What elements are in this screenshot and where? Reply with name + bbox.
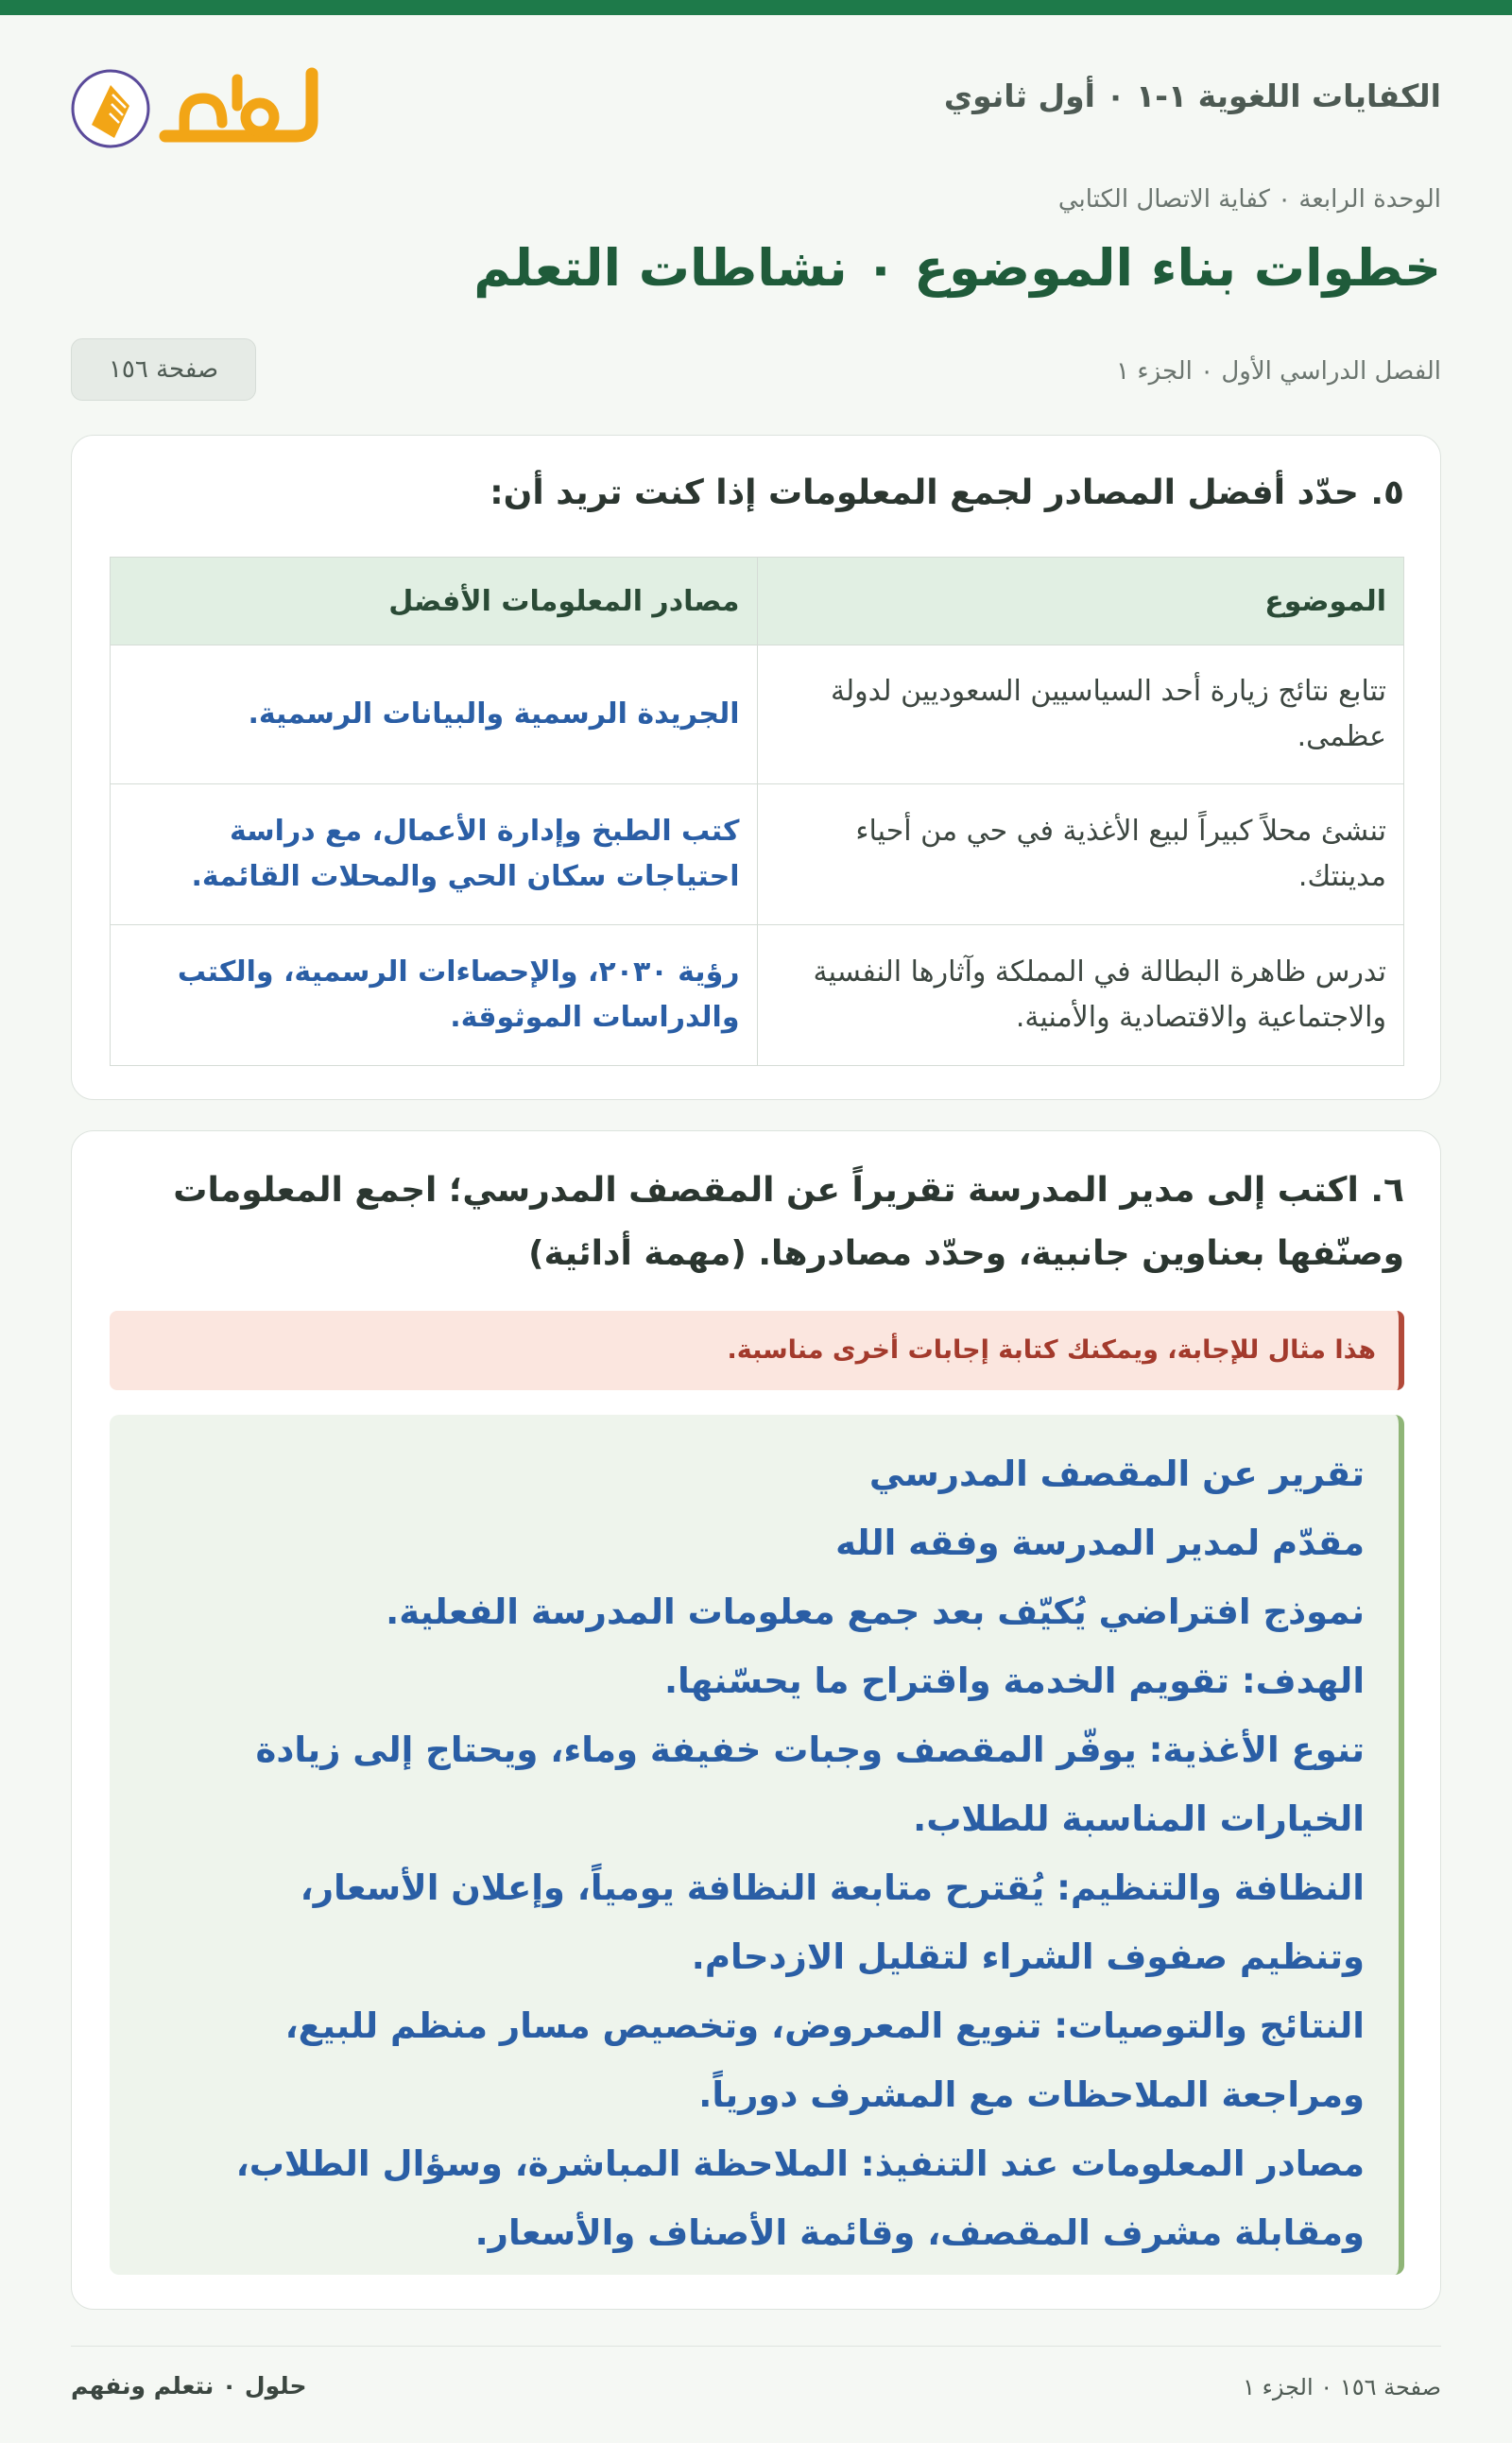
table-row (111, 925, 1404, 1066)
answer-example-note: هذا مثال للإجابة، ويمكنك كتابة إجابات أخرى مناسبة. (110, 1311, 1404, 1390)
term-label: الفصل الدراسي الأول ٠ الجزء ١ (1116, 357, 1441, 386)
answer-cell: الجريدة الرسمية والبيانات الرسمية. (111, 645, 758, 784)
table-header-row (111, 558, 1404, 645)
answer-line: وتنظيم صفوف الشراء لتقليل الازدحام. (691, 1936, 1365, 1977)
answer-line: ومراجعة الملاحظات مع المشرف دورياً. (698, 2074, 1365, 2115)
page-title: خطوات بناء الموضوع ٠ نشاطات التعلم (473, 238, 1441, 298)
answer-line: نموذج افتراضي يُكيّف بعد جمع معلومات المدرسة الفعلية. (386, 1591, 1365, 1632)
answer-cell: كتب الطبخ وإدارة الأعمال، مع دراسة احتياجات سكان الحي والمحلات القائمة. (111, 784, 758, 925)
table-row (111, 645, 1404, 784)
sources-table (110, 557, 1404, 1066)
unit-breadcrumb: الوحدة الرابعة ٠ كفاية الاتصال الكتابي (1057, 185, 1441, 214)
table-row (111, 784, 1404, 925)
answer-line: تقرير عن المقصف المدرسي (868, 1454, 1365, 1494)
column-header-sources: مصادر المعلومات الأفضل (111, 558, 758, 645)
question-5-card (71, 435, 1441, 1100)
answer-line: النتائج والتوصيات: تنويع المعروض، وتخصيص مسار منظم للبيع، (284, 2005, 1365, 2046)
answer-line: مقدّم لمدير المدرسة وفقه الله (835, 1523, 1365, 1563)
answer-line: ومقابلة مشرف المقصف، وقائمة الأصناف والأسعار. (474, 2212, 1365, 2253)
hulul-logo[interactable] (71, 57, 326, 161)
footer-divider (71, 2346, 1441, 2347)
topic-cell: تدرس ظاهرة البطالة في المملكة وآثارها النفسية والاجتماعية والاقتصادية والأمنية. (757, 925, 1404, 1066)
question-5-text: ٥. حدّد أفضل المصادر لجمع المعلومات إذا كنت تريد أن: (490, 473, 1404, 512)
page-number-badge: صفحة ١٥٦ (71, 338, 256, 401)
footer-page-info: صفحة ١٥٦ ٠ الجزء ١ (1243, 2374, 1441, 2400)
question-6-card (71, 1130, 1441, 2310)
top-accent-bar (0, 0, 1512, 15)
page-header (71, 57, 1441, 161)
answer-line: الخيارات المناسبة للطلاب. (913, 1798, 1365, 1839)
answer-line: مصادر المعلومات عند التنفيذ: الملاحظة المباشرة، وسؤال الطلاب، (235, 2143, 1365, 2184)
topic-cell: تنشئ محلاً كبيراً لبيع الأغذية في حي من أحياء مدينتك. (757, 784, 1404, 925)
answer-cell: رؤية ٢٠٣٠، والإحصاءات الرسمية، والكتب والدراسات الموثوقة. (111, 925, 758, 1066)
topic-cell: تتابع نتائج زيارة أحد السياسيين السعوديين لدولة عظمى. (757, 645, 1404, 784)
answer-line: الهدف: تقويم الخدمة واقتراح ما يحسّنها. (663, 1660, 1365, 1701)
model-answer-box (110, 1415, 1404, 2275)
question-6-text: ٦. اكتب إلى مدير المدرسة تقريراً عن المقصف المدرسي؛ اجمع المعلومات وصنّفها بعناوين جانبية، وحدّد مصادرها. (مهمة أدائية) (173, 1171, 1404, 1273)
answer-line: النظافة والتنظيم: يُقترح متابعة النظافة يومياً، وإعلان الأسعار، (300, 1867, 1365, 1908)
footer-brand: حلول ٠ نتعلم ونفهم (71, 2372, 307, 2400)
book-title: الكفايات اللغوية ١-١ ٠ أول ثانوي (943, 77, 1441, 114)
column-header-topic: الموضوع (757, 558, 1404, 645)
answer-line: تنوع الأغذية: يوفّر المقصف وجبات خفيفة وماء، ويحتاج إلى زيادة (255, 1729, 1365, 1770)
